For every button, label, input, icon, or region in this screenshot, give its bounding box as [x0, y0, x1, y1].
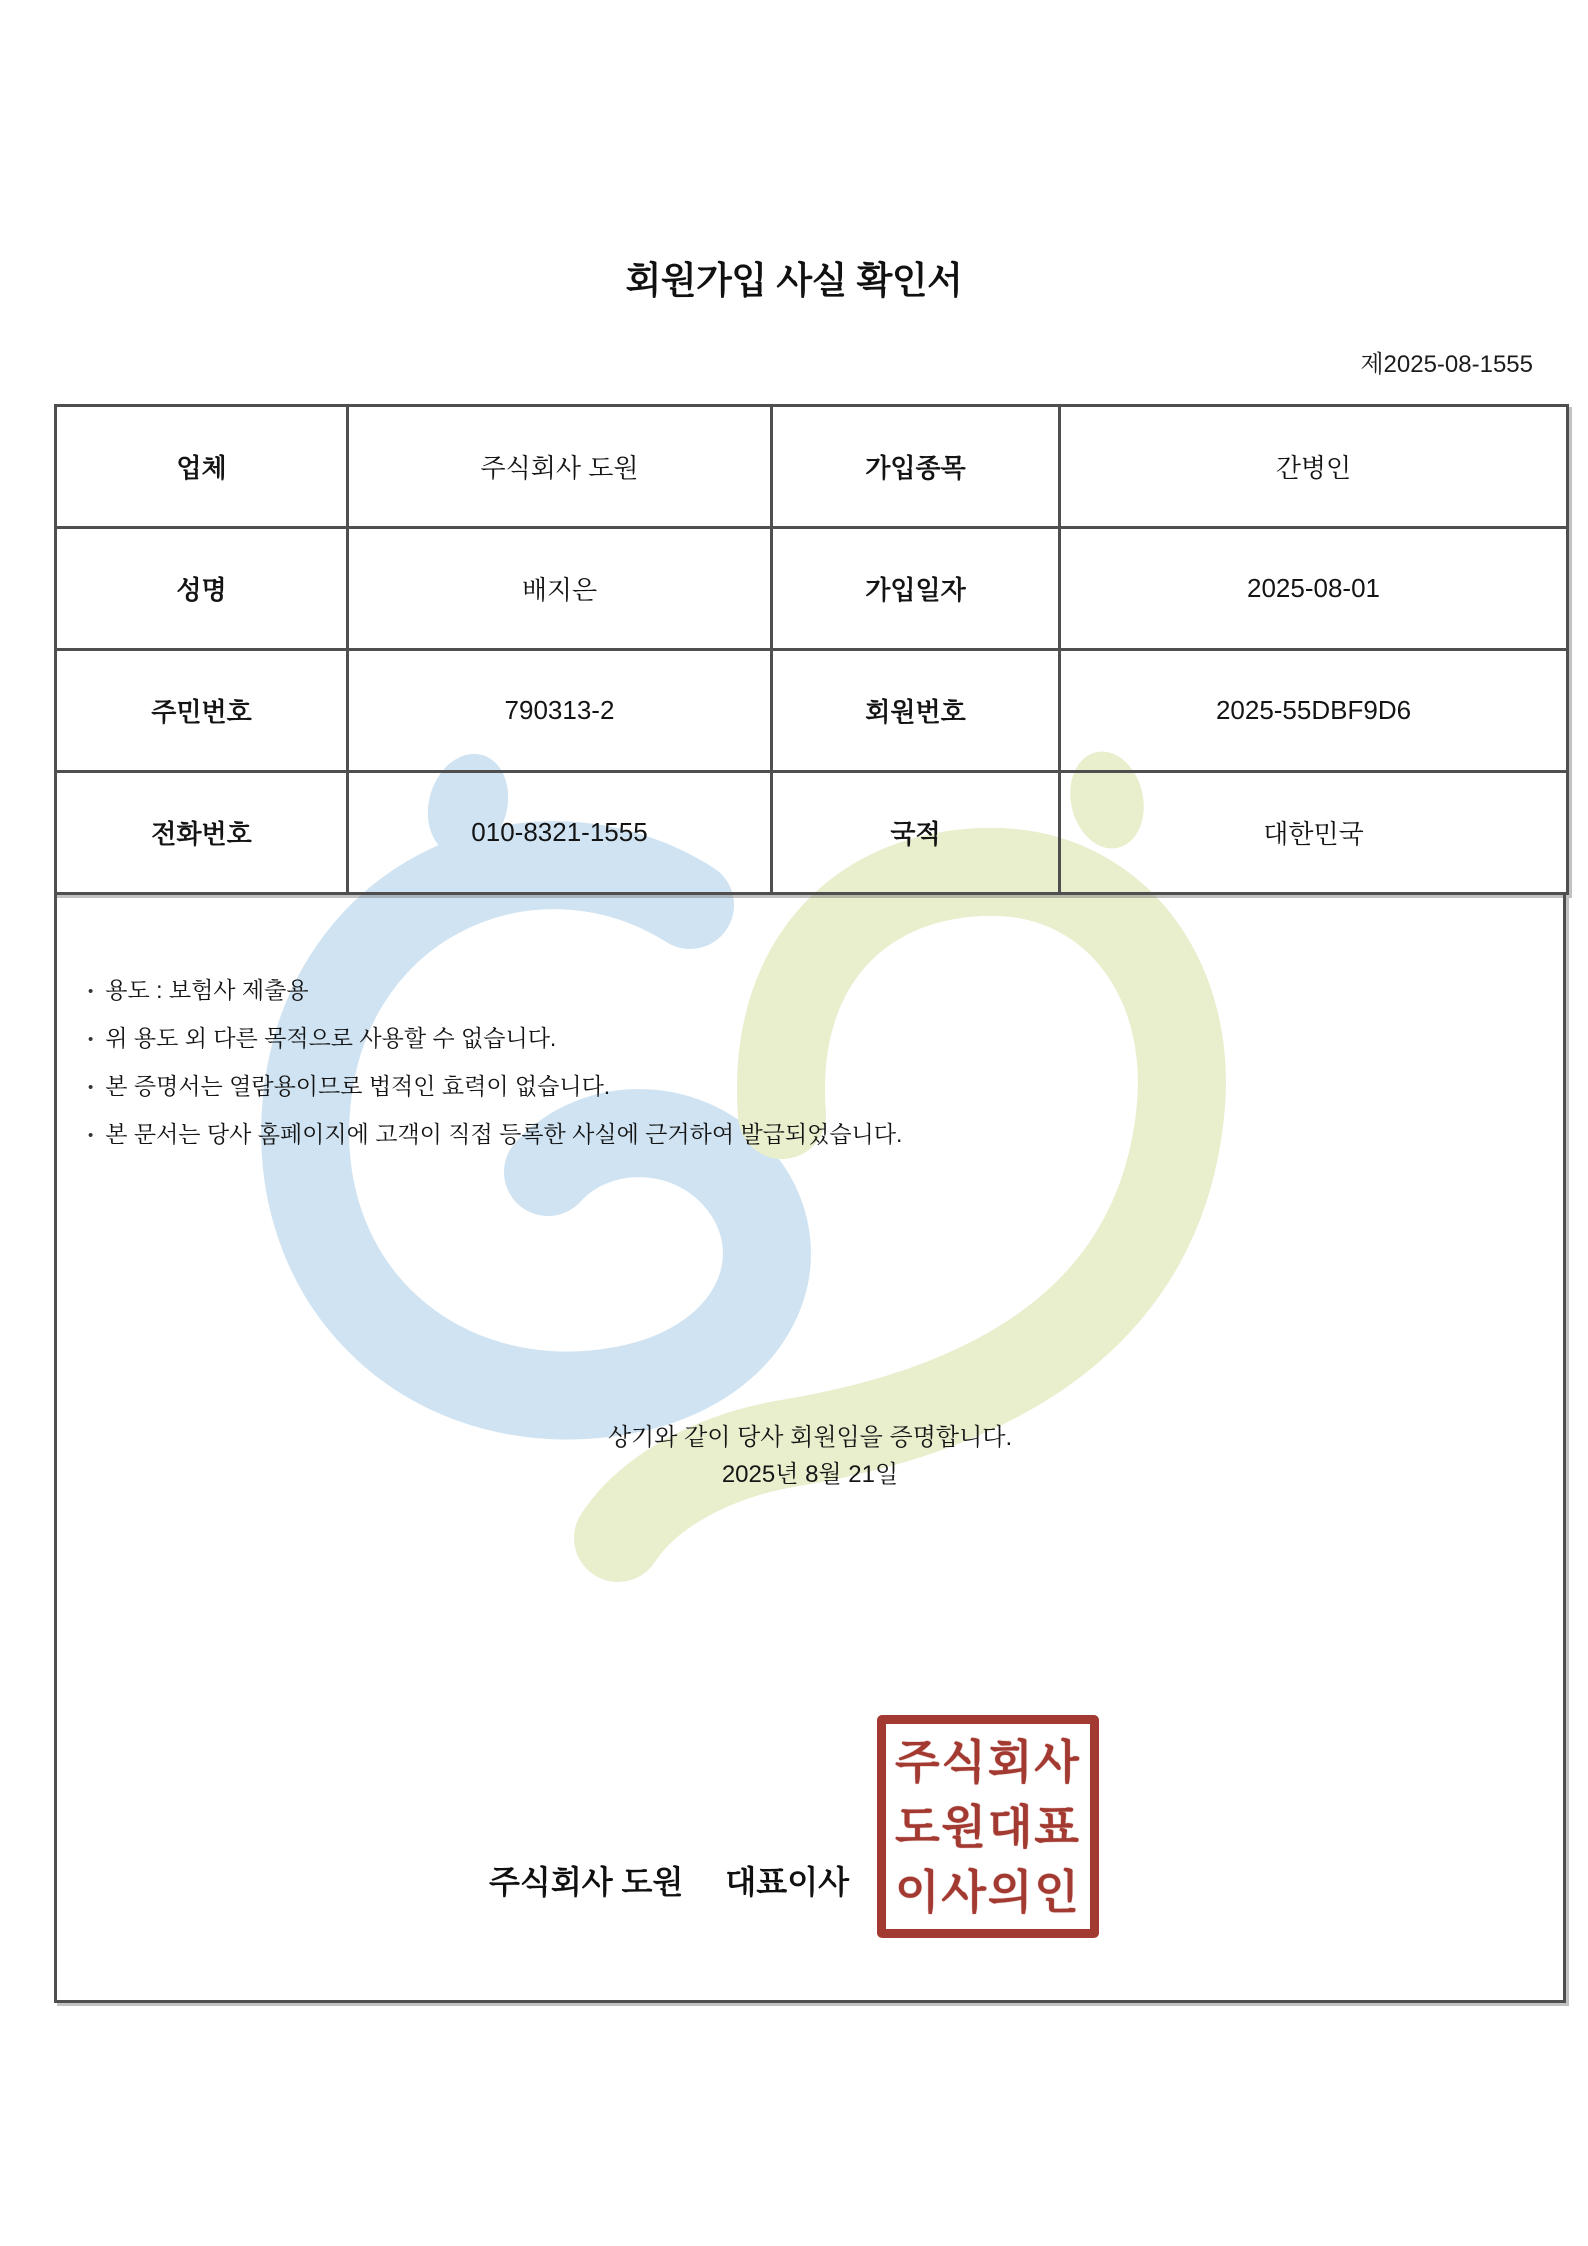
corporate-seal	[877, 1715, 1099, 1938]
member-info-table	[54, 404, 1569, 895]
table-row	[56, 406, 1568, 528]
field-label-member-number: 회원번호	[772, 650, 1060, 772]
certification-block	[57, 1419, 1563, 1493]
field-value-join-date: 2025-08-01	[1060, 528, 1568, 650]
field-label-company: 업체	[56, 406, 348, 528]
table-row	[56, 772, 1568, 894]
notes-list	[88, 967, 902, 1159]
field-value-membership-type: 간병인	[1060, 406, 1568, 528]
field-value-company: 주식회사 도원	[348, 406, 772, 528]
seal-text-row: 도원대표	[895, 1800, 1081, 1853]
document-number: 제2025-08-1555	[1360, 351, 1533, 378]
table-row	[56, 528, 1568, 650]
note-item	[88, 1111, 902, 1159]
field-value-nationality: 대한민국	[1060, 772, 1568, 894]
note-item	[88, 1015, 902, 1063]
field-value-name: 배지은	[348, 528, 772, 650]
signature-line	[489, 1857, 849, 1903]
field-label-membership-type: 가입종목	[772, 406, 1060, 528]
field-label-phone: 전화번호	[56, 772, 348, 894]
certificate-body-box	[54, 895, 1566, 2003]
certification-statement: 상기와 같이 당사 회원임을 증명합니다.	[607, 1424, 1013, 1451]
bullet-icon: •	[88, 983, 94, 1000]
page-title: 회원가입 사실 확인서	[625, 260, 963, 301]
note-text: 위 용도 외 다른 목적으로 사용할 수 없습니다.	[105, 1025, 557, 1051]
note-text: 본 증명서는 열람용이므로 법적인 효력이 없습니다.	[105, 1073, 611, 1099]
note-text: 용도 : 보험사 제출용	[105, 977, 309, 1003]
field-label-name: 성명	[56, 528, 348, 650]
field-value-resident-number: 790313-2	[348, 650, 772, 772]
field-value-phone: 010-8321-1555	[348, 772, 772, 894]
seal-text-row: 주식회사	[895, 1735, 1081, 1788]
bullet-icon: •	[88, 1079, 94, 1096]
seal-text-row: 이사의인	[895, 1865, 1081, 1918]
field-label-resident-number: 주민번호	[56, 650, 348, 772]
bullet-icon: •	[88, 1031, 94, 1048]
note-text: 본 문서는 당사 홈페이지에 고객이 직접 등록한 사실에 근거하여 발급되었습니다.	[105, 1121, 903, 1147]
certification-date: 2025년 8월 21일	[721, 1461, 899, 1488]
field-value-member-number: 2025-55DBF9D6	[1060, 650, 1568, 772]
company-name: 주식회사 도원	[489, 1864, 684, 1900]
field-label-join-date: 가입일자	[772, 528, 1060, 650]
table-row	[56, 650, 1568, 772]
bullet-icon: •	[88, 1127, 94, 1144]
ceo-title: 대표이사	[725, 1864, 850, 1900]
field-label-nationality: 국적	[772, 772, 1060, 894]
note-item	[88, 1063, 902, 1111]
note-item	[88, 967, 902, 1015]
